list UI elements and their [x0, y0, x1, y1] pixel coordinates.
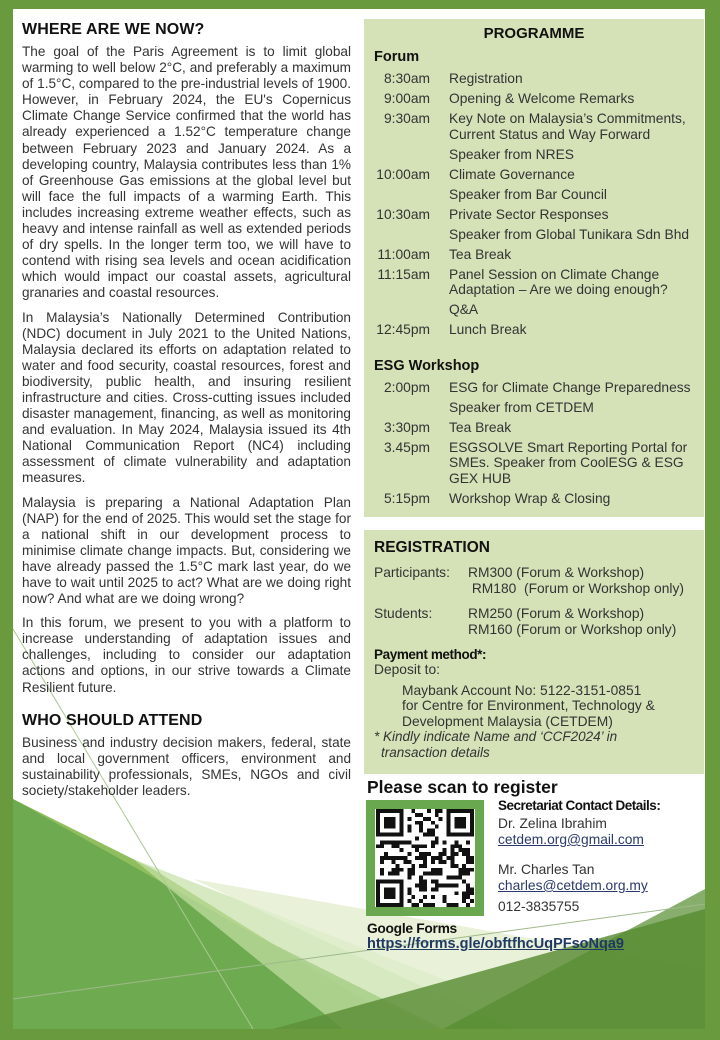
- schedule-event: Registration: [449, 71, 523, 86]
- intro-paragraph: The goal of the Paris Agreement is to limit global warming to well below 2°C, and preferably a maximum of 1.5°C, compared to the pre-industrial levels of 1900. However, in February 2024, the EU's Copernicus Climate Change Service confirmed that the world has already experienced a 1.52°C temperature change between February 2023 and January 2024. As a developing country, Malaysia contributes less than 1% of Greenhouse Gas emissions at the global level but will face the full impacts of a warming Earth. This includes increasing extreme weather effects, such as heavy and intense rainfall as well as extended periods of dry spells. In the longer term too, we will have to contend with rising sea levels and ocean acidification which would impact our coastal assets, agricultural granaries and coastal resources.: [22, 44, 351, 301]
- schedule-row: [364, 227, 704, 243]
- schedule-event: Private Sector Responses: [449, 206, 609, 222]
- programme-title: PROGRAMME: [483, 25, 585, 42]
- schedule-time: [364, 227, 430, 243]
- ndc-paragraph: In Malaysia’s Nationally Determined Contribution (NDC) document in July 2021 to the United Nations, Malaysia declared its efforts on adaptation related to water and food security, coastal resources, forest and biodiversity, public health, and insuring resilient infrastructure and cities. Cross-cutting issues included disaster management, financing, as well as monitoring and evaluation. In May 2024, Malaysia issued its 4th National Communication Report (NC4) including assessment of climate vulnerability and adaptation measures.: [22, 309, 351, 486]
- schedule-event: Speaker from NRES: [449, 146, 574, 162]
- nap-paragraph: Malaysia is preparing a National Adaptation Plan (NAP) for the end of 2025. This would set the stage for a national shift in our development process to minimise climate change impacts. But, considering we have already passed the 1.5°C mark last year, do we have to wait until 2025 to act? What are we doing right now? And what are we doing wrong?: [22, 494, 351, 607]
- schedule-time: 5:15pm: [383, 490, 430, 506]
- who-should-attend-heading: WHO SHOULD ATTEND: [22, 711, 203, 729]
- schedule-time: 2:00pm: [383, 379, 430, 395]
- contact1-name: Dr. Zelina Ibrahim: [498, 816, 607, 831]
- schedule-time: 3.45pm: [383, 439, 430, 455]
- secretariat-contacts: [498, 798, 698, 915]
- schedule-row: [364, 491, 704, 507]
- contact-phone: 012-3835755: [498, 899, 580, 914]
- schedule-row: [364, 420, 704, 436]
- where-are-we-heading: WHERE ARE WE NOW?: [22, 21, 205, 38]
- account-holder-line2: Development Malaysia (CETDEM): [402, 713, 613, 729]
- schedule-row: [364, 400, 704, 416]
- account-holder-line1: for Centre for Environment, Technology &: [402, 698, 655, 713]
- schedule-time: 10:30am: [376, 206, 430, 222]
- contact-title: Secretariat Contact Details:: [498, 798, 661, 813]
- schedule-event: ESGSOLVE Smart Reporting Portal for SMEs. Speaker from CoolESG & ESG GEX HUB: [449, 439, 688, 486]
- schedule-event: Tea Break: [449, 246, 512, 262]
- schedule-event: Tea Break: [449, 419, 512, 435]
- schedule-time: 9:00am: [383, 91, 430, 106]
- schedule-event: Workshop Wrap & Closing: [449, 490, 611, 506]
- participants-fee-full: RM300 (Forum & Workshop): [468, 565, 645, 580]
- schedule-row: [364, 71, 704, 87]
- schedule-row: [364, 147, 704, 163]
- left-column: [22, 21, 351, 807]
- schedule-row: [364, 322, 704, 338]
- schedule-row: [364, 207, 704, 223]
- schedule-event: Opening & Welcome Remarks: [449, 91, 635, 106]
- schedule-time: [364, 187, 430, 203]
- google-forms-link[interactable]: https://forms.gle/obftfhcUqPFsoNqa9: [367, 936, 624, 952]
- contact2-email-link[interactable]: charles@cetdem.org.my: [498, 878, 648, 893]
- students-fee-full: RM250 (Forum & Workshop): [468, 606, 645, 621]
- schedule-row: [364, 91, 704, 107]
- schedule-row: [364, 167, 704, 183]
- schedule-time: 9:30am: [383, 111, 430, 126]
- schedule-row: [364, 267, 704, 298]
- google-forms-label: Google Forms: [367, 921, 457, 936]
- participants-fee: [374, 565, 704, 596]
- forum-title: Forum: [374, 49, 420, 65]
- schedule-time: 11:00am: [377, 246, 430, 262]
- account-number: Maybank Account No: 5122-3151-0851: [402, 682, 642, 698]
- schedule-event: Speaker from Bar Council: [449, 186, 607, 202]
- contact1-email-link[interactable]: cetdem.org@gmail.com: [498, 832, 644, 847]
- flyer-page: [13, 9, 705, 1029]
- qr-code-icon[interactable]: [375, 809, 475, 907]
- schedule-time: [364, 147, 430, 163]
- schedule-time: 12:45pm: [376, 322, 430, 337]
- students-label: Students:: [374, 606, 433, 621]
- bank-account-details: [402, 683, 704, 730]
- schedule-event: Panel Session on Climate Change Adaptation – Are we doing enough?: [449, 266, 668, 297]
- schedule-time: [364, 302, 430, 318]
- attend-paragraph: Business and industry decision makers, federal, state and local government officers, environment and sustainability professionals, SMEs, NGOs and civil society/stakeholder leaders.: [22, 734, 351, 798]
- students-fee-single: RM160 (Forum or Workshop only): [468, 621, 677, 637]
- payment-method-title: Payment method*:: [374, 647, 487, 662]
- forum-schedule: [364, 71, 704, 338]
- payment-note-cont: transaction details: [381, 744, 490, 760]
- schedule-time: 11:15am: [377, 266, 430, 282]
- payment-note: * Kindly indicate Name and ‘CCF2024’ in: [374, 729, 618, 744]
- schedule-event: Speaker from CETDEM: [449, 399, 594, 415]
- schedule-row: [364, 302, 704, 318]
- deposit-label: Deposit to:: [374, 662, 440, 677]
- schedule-event: Q&A: [449, 302, 479, 317]
- google-forms: [367, 921, 624, 952]
- qr-code-frame[interactable]: [366, 800, 484, 916]
- participants-label: Participants:: [374, 565, 450, 580]
- participants-fee-single: RM180 (Forum or Workshop only): [468, 580, 684, 596]
- schedule-event: Climate Governance: [449, 166, 575, 182]
- schedule-row: [364, 187, 704, 203]
- schedule-row: [364, 440, 704, 487]
- registration-panel: [364, 530, 704, 774]
- schedule-event: Lunch Break: [449, 322, 527, 337]
- programme-panel: [364, 19, 704, 517]
- schedule-event: Speaker from Global Tunikara Sdn Bhd: [449, 226, 690, 242]
- schedule-row: [364, 247, 704, 263]
- schedule-time: 8:30am: [383, 71, 430, 86]
- contact2-name: Mr. Charles Tan: [498, 862, 595, 877]
- workshop-title: ESG Workshop: [374, 357, 480, 374]
- forum-paragraph: In this forum, we present to you with a platform to increase understanding of adaptation issues and challenges, including to consider our adaptation actions and options, in our strive towards a Climate Resilient future.: [22, 615, 351, 695]
- schedule-row: [364, 380, 704, 396]
- schedule-event: Key Note on Malaysia’s Commitments, Current Status and Way Forward: [449, 111, 686, 142]
- schedule-event: ESG for Climate Change Preparedness: [449, 379, 691, 395]
- registration-title: REGISTRATION: [374, 539, 490, 556]
- workshop-schedule: [364, 380, 704, 507]
- schedule-time: [364, 400, 430, 416]
- schedule-time: 10:00am: [376, 166, 430, 182]
- students-fee: [374, 606, 704, 637]
- schedule-time: 3:30pm: [383, 419, 430, 435]
- schedule-row: [364, 111, 704, 142]
- scan-title: Please scan to register: [367, 777, 558, 797]
